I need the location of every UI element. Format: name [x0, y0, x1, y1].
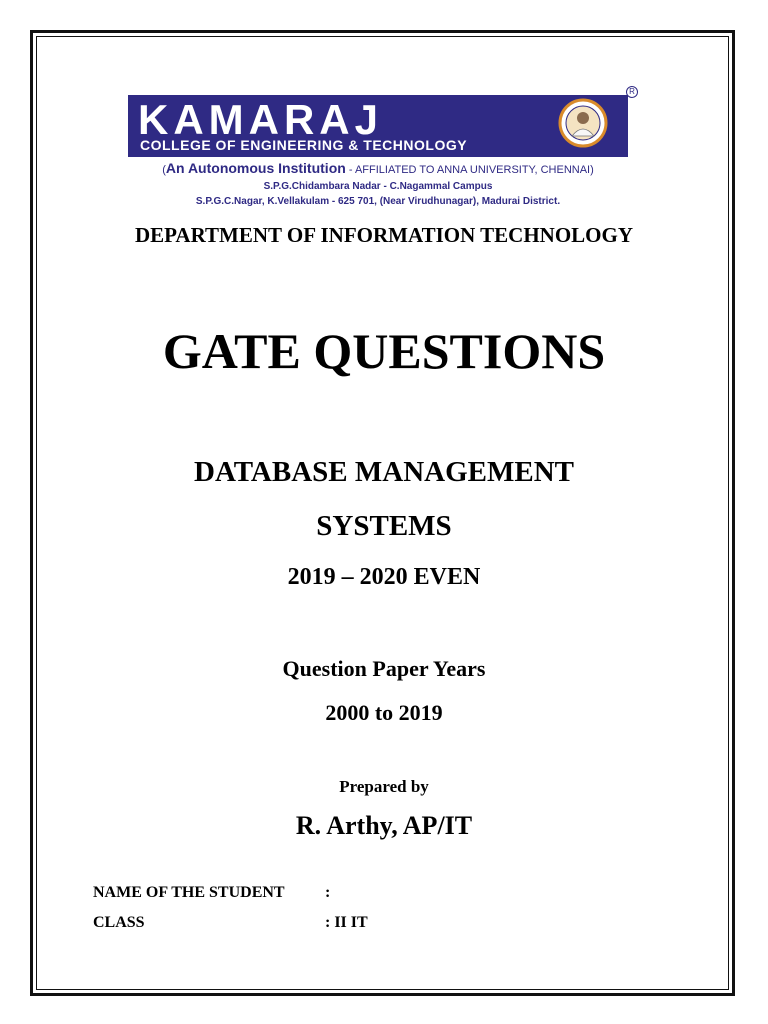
question-paper-years: 2000 to 2019: [325, 700, 443, 725]
class-field: [93, 914, 368, 932]
student-name-field: [93, 884, 330, 902]
logo-tagline: (An Autonomous Institution - AFFILIATED TO ANNA UNIVERSITY, CHENNAI): [162, 160, 594, 176]
field-value: :: [325, 884, 331, 901]
registered-mark: R: [626, 86, 638, 98]
college-logo-banner: [128, 95, 628, 157]
field-value: : II IT: [325, 914, 368, 931]
logo-wordmark: KAMARAJ: [138, 96, 383, 143]
logo-subtitle: COLLEGE OF ENGINEERING & TECHNOLOGY: [140, 137, 468, 153]
subject-line-1: DATABASE MANAGEMENT: [194, 456, 574, 488]
campus-line-1: S.P.G.Chidambara Nadar - C.Nagammal Campus: [263, 181, 493, 192]
subject-line-2: SYSTEMS: [316, 510, 452, 542]
tagline-affiliation: - AFFILIATED TO ANNA UNIVERSITY, CHENNAI): [345, 164, 594, 176]
tagline-autonomous: An Autonomous Institution: [165, 160, 346, 176]
field-label: CLASS: [93, 914, 145, 931]
college-emblem-icon: [558, 98, 608, 148]
prepared-by-label: Prepared by: [339, 777, 429, 796]
question-paper-label: Question Paper Years: [282, 656, 486, 681]
department-heading: DEPARTMENT OF INFORMATION TECHNOLOGY: [134, 223, 634, 247]
campus-line-2: S.P.G.C.Nagar, K.Vellakulam - 625 701, (Near Virudhunagar), Madurai District.: [195, 196, 561, 207]
document-title: GATE QUESTIONS: [162, 323, 606, 379]
author-name: R. Arthy, AP/IT: [295, 811, 473, 840]
academic-term: 2019 – 2020 EVEN: [287, 564, 481, 590]
field-label: NAME OF THE STUDENT: [93, 884, 285, 901]
